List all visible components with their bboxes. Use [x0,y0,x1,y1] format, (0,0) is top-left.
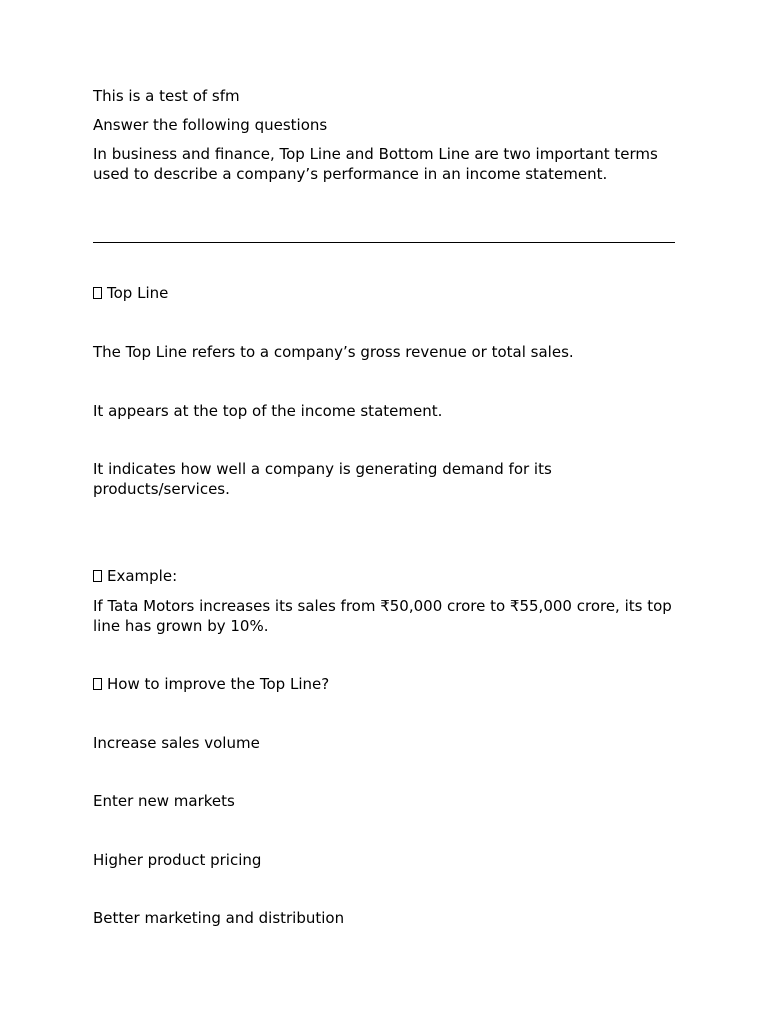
improve-point: Better marketing and distribution [93,909,345,927]
example-heading [93,566,675,586]
top-line-heading-text: Top Line [107,284,169,302]
intro-paragraph: In business and finance, Top Line and Bottom Line are two important terms used to describe a company’s performance in an income statement. [93,145,658,183]
top-line-heading [93,283,675,303]
top-line-point: The Top Line refers to a company’s gross revenue or total sales. [93,343,574,361]
instruction-line: Answer the following questions [93,116,328,134]
improve-point: Increase sales volume [93,734,260,752]
example-heading-text: Example: [107,567,178,585]
document-title-line: This is a test of sfm [93,87,240,105]
improve-point: Higher product pricing [93,851,262,869]
top-line-point: It indicates how well a company is generating demand for its products/services. [93,460,552,498]
missing-glyph-box-icon [93,287,102,299]
horizontal-divider [93,242,675,243]
improve-heading [93,674,675,694]
top-line-point: It appears at the top of the income statement. [93,402,443,420]
missing-glyph-box-icon [93,570,102,582]
missing-glyph-box-icon [93,678,102,690]
example-text: If Tata Motors increases its sales from ₹50,000 crore to ₹55,000 crore, its top line has grown by 10%. [93,597,672,635]
improve-point: Enter new markets [93,792,235,810]
improve-heading-text: How to improve the Top Line? [107,675,330,693]
